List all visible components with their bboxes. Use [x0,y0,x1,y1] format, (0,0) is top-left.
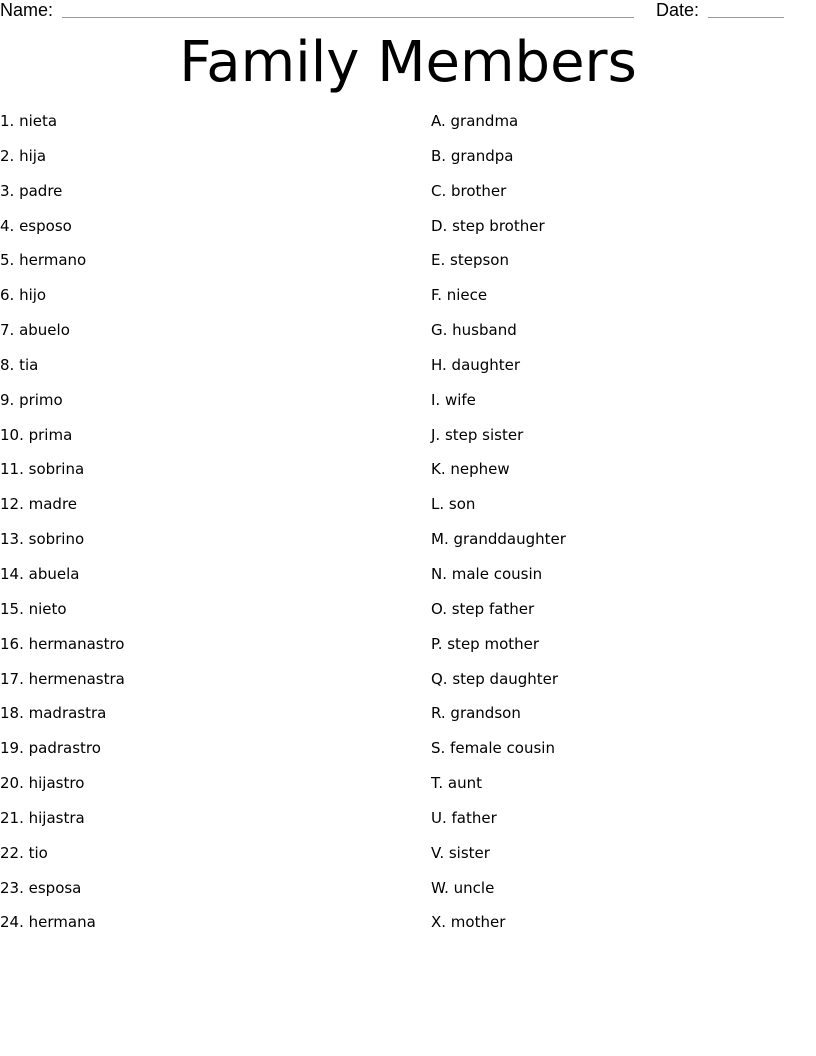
spanish-term: 12. madre [0,495,78,514]
spanish-term: 6. hijo [0,286,47,305]
spanish-term: 5. hermano [0,251,87,270]
spanish-term: 2. hija [0,146,47,165]
english-term: D. step brother [431,216,545,235]
worksheet-header [0,0,816,24]
spanish-term: 10. prima [0,425,73,444]
name-blank-line[interactable] [62,17,634,18]
english-term: K. nephew [431,460,510,479]
spanish-term: 21. hijastra [0,808,85,827]
english-term: W. uncle [431,878,495,897]
english-term: T. aunt [431,774,483,793]
english-term: N. male cousin [431,564,543,583]
spanish-term: 22. tio [0,843,48,862]
spanish-term: 17. hermenastra [0,669,125,688]
english-term: S. female cousin [431,739,555,758]
spanish-term: 8. tia [0,355,39,374]
english-term: V. sister [431,843,490,862]
english-term: Q. step daughter [431,669,559,688]
english-term: M. granddaughter [431,530,566,549]
name-label: Name: [0,0,54,20]
spanish-term: 14. abuela [0,564,80,583]
english-term: I. wife [431,390,476,409]
spanish-term: 11. sobrina [0,460,85,479]
page-title: Family Members [179,30,637,95]
spanish-term: 23. esposa [0,878,82,897]
spanish-term: 20. hijastro [0,774,85,793]
english-term: F. niece [431,286,488,305]
english-term: U. father [431,808,497,827]
english-term: A. grandma [431,112,519,130]
spanish-term: 3. padre [0,181,63,200]
english-term: P. step mother [431,634,540,653]
english-term: E. stepson [431,251,509,270]
spanish-term: 18. madrastra [0,704,107,723]
english-term: H. daughter [431,355,521,374]
spanish-term: 19. padrastro [0,739,101,758]
spanish-term: 4. esposo [0,216,72,235]
date-label: Date: [656,0,700,20]
english-term: G. husband [431,321,517,340]
english-term: O. step father [431,599,535,618]
date-blank-line[interactable] [708,17,784,18]
english-term: C. brother [431,181,507,200]
spanish-term-list [0,111,400,947]
spanish-term: 7. abuelo [0,321,70,340]
spanish-term: 24. hermana [0,913,96,932]
english-term: J. step sister [431,425,524,444]
english-term: L. son [431,495,476,514]
english-term: B. grandpa [431,146,514,165]
spanish-term: 9. primo [0,390,63,409]
spanish-term: 1. nieta [0,112,58,130]
spanish-term: 13. sobrino [0,530,85,549]
english-term-list [431,111,811,947]
english-term: R. grandson [431,704,521,723]
spanish-term: 16. hermanastro [0,634,125,653]
english-term: X. mother [431,913,506,932]
spanish-term: 15. nieto [0,599,67,618]
